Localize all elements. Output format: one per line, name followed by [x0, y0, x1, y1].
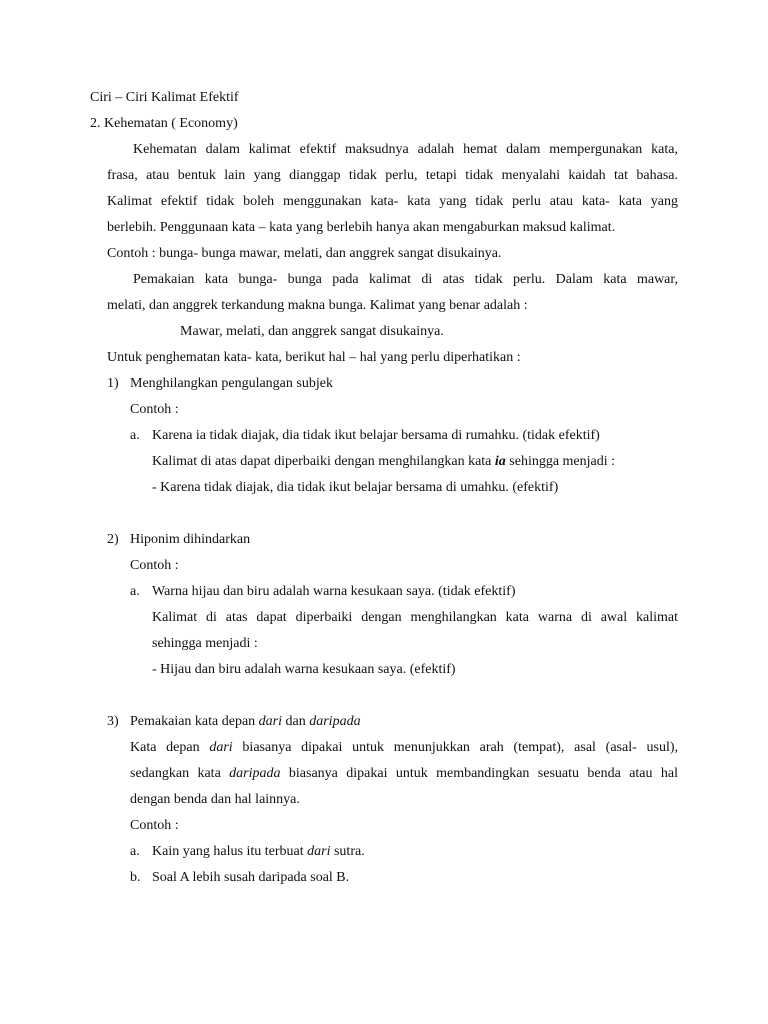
item-2-number: 2): [107, 532, 119, 547]
item-3-a-text: [152, 843, 365, 861]
item-1-a-text: Karena ia tidak diajak, dia tidak ikut belajar bersama di rumahku. (tidak efektif): [152, 428, 600, 443]
paragraph-1-line-4: berlebih. Penggunaan kata – kata yang berlebih hanya akan mengaburkan maksud kalimat.: [107, 220, 616, 235]
item-1-title: Menghilangkan pengulangan subjek: [130, 376, 333, 391]
item-3-p2-post: biasanya dipakai untuk membandingkan sesuatu benda atau hal: [280, 766, 678, 781]
item-3-title-mid: dan: [282, 714, 310, 729]
item-3-number: 3): [107, 714, 119, 729]
document-title: Ciri – Ciri Kalimat Efektif: [90, 90, 239, 105]
paragraph-2-line-1: Pemakaian kata bunga- bunga pada kalimat di atas tidak perlu. Dalam kata mawar,: [133, 272, 678, 287]
item-3-a-post: sutra.: [330, 844, 365, 859]
item-2-title: Hiponim dihindarkan: [130, 532, 251, 547]
item-3-para-line-3: dengan benda dan hal lainnya.: [130, 792, 300, 807]
item-2-fix-line-2: sehingga menjadi :: [152, 636, 258, 651]
paragraph-1-line-2: frasa, atau bentuk lain yang dianggap tidak perlu, tetapi tidak menyalahi kaidah tat bahasa.: [107, 168, 678, 183]
item-3-a-word: dari: [307, 844, 331, 859]
contoh-main: Contoh : bunga- bunga mawar, melati, dan anggrek sangat disukainya.: [107, 246, 502, 261]
item-3-title-pre: Pemakaian kata depan: [130, 714, 259, 729]
item-3-a-label: a.: [130, 844, 140, 859]
item-3-p1-word: dari: [209, 740, 233, 755]
item-2-a-text: Warna hijau dan biru adalah warna kesukaan saya. (tidak efektif): [152, 584, 516, 599]
item-3-p2-pre: sedangkan kata: [130, 766, 230, 781]
item-2-a-label: a.: [130, 584, 140, 599]
item-3-a-pre: Kain yang halus itu terbuat: [152, 844, 308, 859]
item-3-contoh: Contoh :: [130, 818, 179, 833]
item-2-result: - Hijau dan biru adalah warna kesukaan saya. (efektif): [152, 662, 456, 677]
item-3-para-line-2: [130, 765, 678, 783]
item-1-fix-word: ia: [494, 454, 506, 469]
item-1-number: 1): [107, 376, 119, 391]
correct-sentence: Mawar, melati, dan anggrek sangat disukainya.: [180, 324, 444, 339]
paragraph-2-line-2: melati, dan anggrek terkandung makna bunga. Kalimat yang benar adalah :: [107, 298, 528, 313]
item-3-p1-post: biasanya dipakai untuk menunjukkan arah (tempat), asal (asal- usul),: [232, 740, 678, 755]
section-heading: 2. Kehematan ( Economy): [90, 116, 238, 131]
item-3-b-label: b.: [130, 870, 141, 885]
item-3-p2-word: daripada: [229, 766, 281, 781]
item-3-b-text: Soal A lebih susah daripada soal B.: [152, 870, 350, 885]
item-2-contoh: Contoh :: [130, 558, 179, 573]
item-3-p1-pre: Kata depan: [130, 740, 210, 755]
item-1-result: - Karena tidak diajak, dia tidak ikut belajar bersama di umahku. (efektif): [152, 480, 559, 495]
item-1-contoh: Contoh :: [130, 402, 179, 417]
item-1-fix: [152, 453, 615, 471]
list-intro: Untuk penghematan kata- kata, berikut hal – hal yang perlu diperhatikan :: [107, 350, 521, 365]
item-1-a-label: a.: [130, 428, 140, 443]
item-2-fix-line-1: Kalimat di atas dapat diperbaiki dengan menghilangkan kata warna di awal kalimat: [152, 610, 678, 625]
item-3-para-line-1: [130, 739, 678, 757]
item-1-fix-post: sehingga menjadi :: [505, 454, 616, 469]
item-3-title-word-1: dari: [258, 714, 283, 729]
item-1-fix-pre: Kalimat di atas dapat diperbaiki dengan menghilangkan kata: [152, 454, 495, 469]
item-3-title-word-2: daripada: [309, 714, 361, 729]
item-3-title: [130, 713, 361, 731]
paragraph-1-line-1: Kehematan dalam kalimat efektif maksudnya adalah hemat dalam mempergunakan kata,: [133, 142, 678, 157]
paragraph-1-line-3: Kalimat efektif tidak boleh menggunakan kata- kata yang tidak perlu atau kata- kata yang: [107, 194, 678, 209]
